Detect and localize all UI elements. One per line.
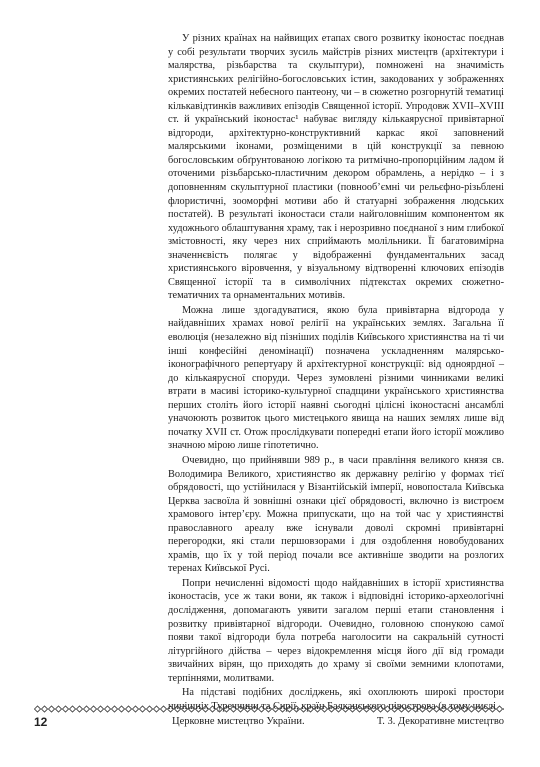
decorative-border [34, 705, 504, 713]
page-number: 12 [34, 715, 48, 729]
volume-title: Т. 3. Декоративне мистецтво [376, 716, 504, 727]
diamond-chain-ornament [34, 705, 504, 713]
paragraph: Можна лише здогадуватися, якою була привівтарна відгорода у найдавніших храмах нової релігії на українських землях. Загальна її еволюція (незалежно від пізніших поділів Київського християнства на ті чи інші конфесійні деномінації) позначена ускладненням малярсько-іконографічного репертуару й архітектурної конструкції: від одноярдної – до кількаярусної споруди. Через зумовлені різними чинниками великі втрати в масиві історико-культурної спадщини українського християнства перших століть його історії наявні сьогодні цілісні іконостасні ансамблі уначоюють розвиток цього мистецького явища на наших землях лише від початку XVII ст. Отож прослідкувати попередні етапи його історії можливо значною мірою лише гіпотетично. [168, 304, 504, 452]
paragraph: На підставі подібних досліджень, які охоплюють широкі простори [182, 687, 504, 699]
paragraph: Очевидно, що прийнявши 989 р., в часи правління великого князя св. Володимира Великого, християнство як державну релігію у формах тієї обрядовості, що устійнилася у Візантійській імперії, новопостала Київська Церква засвоїла й зовнішні ознаки цієї обрядовості, включно із вистроєм храмового інтер’єру. Можна припускати, що на той час у християнстві православного ареалу вже існували доволі скромні привівтарні перегородки, які стали першовзорами і для оздоблення новобудованих храмів, що їх у той період почали все активніше зводити на розлогих теренах Київської Русі. [168, 454, 504, 575]
running-title: Церковне мистецтво України. [172, 716, 305, 727]
paragraph: Попри нечисленні відомості щодо найдавніших в історії християнства іконостасів, усе ж таки вони, як також і відповідні історико-археологічні дослідження, допомагають уявити загалом перші етапи становлення і розвитку привівтарної відгороди. Очевидно, головною спонукою самої появи такої відгороди була потреба наголосити на сакральній сутності літургійного дійства – через відокремлення місця його дії від громади звичайних вірян, що приходять до храму зі своїми земними клопотами, терпіннями, молитвами. [168, 577, 504, 684]
paragraph: У різних країнах на найвищих етапах свого розвитку іконостас поєднав у собі результати творчих зусиль майстрів різних мистецтв (архітектури і малярства, різьбарства та скульптури), помножені на значимість християнських релігійно-богословських істин, закодованих у зображеннях окремих постатей небесного пантеону, чи – в сюжетно розгорнутій тематиці кількавідтинків важливих епізодів Священної історії. Упродовж XVII–XVIII ст. й український іконостас¹ набуває вигляду кількаярусної привівтарної відгороди, архітектурно-конструктивний каркас якої заповнений малярськими іконами, розміщеними в цій конструкції за певною богословським обґрунтованою логікою та ритмічно-пропорційним ладом й оточеними різьбарсько-пластичним декором обрамлень, а нерідко – і з доповненням скульптурної пластики (повнооб’ємні чи рельєфно-різьблені флористичні, зооморфні мотиви або й статуарні зображення людських постатей). В результаті іконостаси стали найголовнішим компонентом як художнього облаштування храму, так і нерозривно поєднаної з ним глибокої змістовності, яку через них сприймають молільники. Її багатовимірна значеннєвість полягає у відображенні фундаментальних засад християнського віровчення, у візуальному відтворенні ключових епізодів Священної історії та в символічних підтекстах окремих сюжетно-тематичних та орнаментальних мотивів. [168, 33, 504, 302]
body-text [168, 32, 504, 713]
